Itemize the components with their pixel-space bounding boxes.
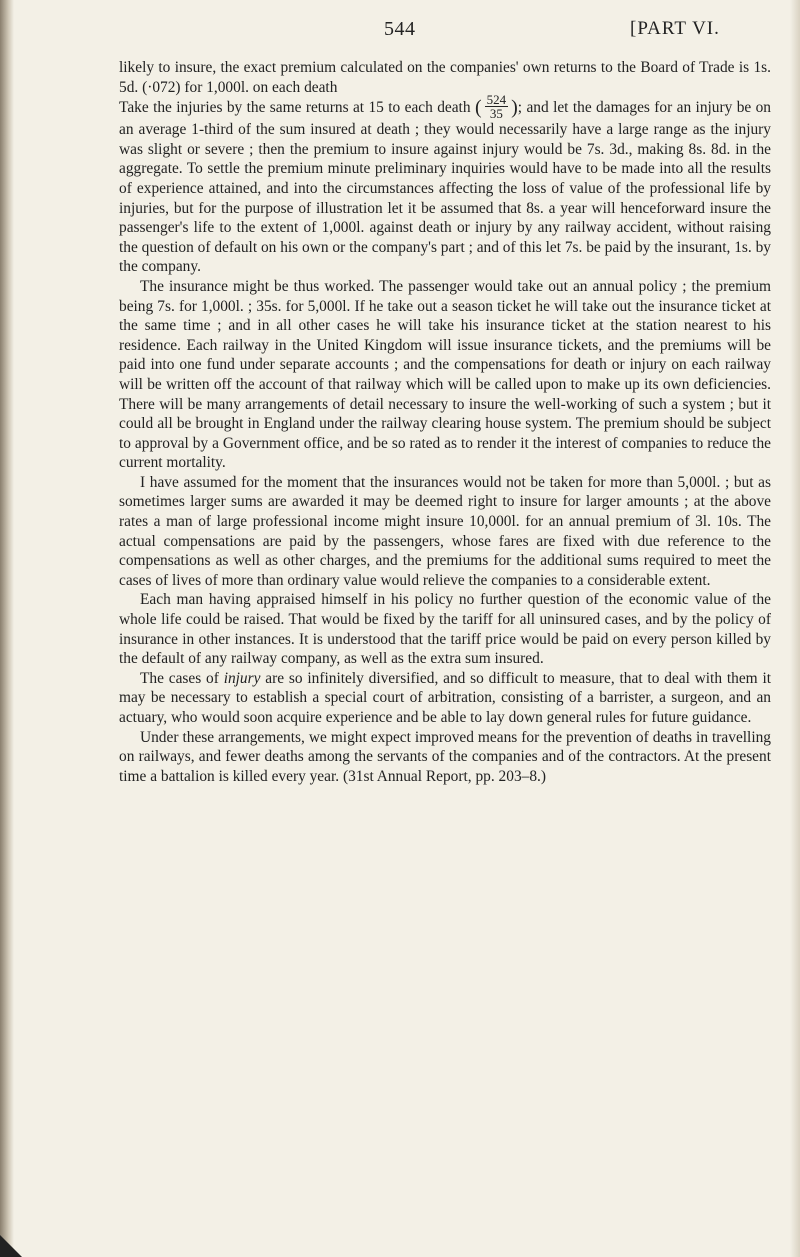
running-head: [PART VI. [630, 18, 720, 39]
page-number: 544 [384, 18, 416, 40]
fraction-denominator: 35 [489, 106, 503, 122]
emphasis-injury: injury [223, 669, 261, 687]
page-body [119, 58, 771, 786]
paragraph-2-text-b: ; and let the damages for an injury be on an average 1-third of the sum insured at death ; they would necessarily have a large range as the injury was slight or severe ; then the premium to insure against injury would be 7s. 3d., making 8s. 8d. in the aggregate. To settle the premium minute preliminary inquiries would have to be made into all the results of experience attained, and into the circumstances affecting the loss of value of the professional life by injuries, but for the purpose of illustration let it be assumed that 8s. a year will henceforward insure the passenger's life to the extent of 1,000l. against death or injury by any railway accident, without raising the question of default on his own or the company's part ; and of this let 7s. be paid by the insurant, 1s. by the company. [119, 99, 772, 276]
fraction [485, 93, 509, 120]
page-edge-shadow [790, 0, 800, 1257]
book-spine-shadow [0, 0, 14, 1257]
paragraph-6-text-a: The cases of [140, 669, 224, 687]
corner-mark [0, 1235, 22, 1257]
paragraph-7: Under these arrangements, we might expect improved means for the prevention of deaths in travelling on railways, and fewer deaths among the servants of the companies and of the contractors. At the present time a battalion is killed every year. (31st Annual Report, pp. 203–8.) [119, 728, 771, 785]
paragraph-6 [119, 669, 771, 728]
paragraph-1: likely to insure, the exact premium calculated on the companies' own returns to the Board of Trade is 1s. 5d. (·072) for 1,000l. on each death [119, 59, 771, 96]
fraction-numerator: 524 [486, 92, 507, 108]
paragraph-6-text-b: are so infinitely diversified, and so difficult to measure, that to deal with them it may be necessary to establish a special court of arbitration, consisting of a barrister, a surgeon, and an actuary, who would soon acquire experience and be able to lay down general rules for future guidance. [119, 669, 771, 726]
fraction-close-paren: ) [511, 96, 518, 119]
paragraph-4: I have assumed for the moment that the insurances would not be taken for more than 5,000l. ; but as sometimes larger sums are awarded it may be deemed right to insure for larger amounts ; at the above rates a man of large professional income might insure 10,000l. for an annual premium of 3l. 10s. The actual compensations are paid by the passengers, whose fares are fixed with due reference to the compensations as well as other charges, and the premiums for the additional sums required to meet the cases of lives of more than ordinary value would relieve the companies to a considerable extent. [119, 473, 771, 589]
paragraph-3: The insurance might be thus worked. The passenger would take out an annual policy ; the premium being 7s. for 1,000l. ; 35s. for 5,000l. If he take out a season ticket he will take out the insurance ticket at the same time ; and in all other cases he will take his insurance ticket at the station nearest to his residence. Each railway in the United Kingdom will issue insurance tickets, and the premiums will be paid into one fund under separate accounts ; and the compensations for death or injury on each railway will be written off the account of that railway which will be called upon to make up its own deficiencies. There will be many arrangements of detail necessary to insure the well-working of such a system ; but it could all be brought in England under the railway clearing house system. The premium should be subject to approval by a Government office, and be so rated as to render it the interest of companies to reduce the current mortality. [119, 277, 771, 472]
paragraph-2 [119, 92, 772, 277]
page-header [0, 18, 800, 48]
paragraph-5: Each man having appraised himself in his policy no further question of the economic value of the whole life could be raised. That would be fixed by the tariff for all uninsured cases, and by the policy of insurance in other instances. It is understood that the tariff price would be paid on every person killed by the default of any railway company, as well as the extra sum insured. [119, 591, 771, 668]
paragraph-2-text-a: Take the injuries by the same returns at 15 to each death [119, 99, 471, 117]
fraction-open-paren: ( [474, 96, 482, 119]
